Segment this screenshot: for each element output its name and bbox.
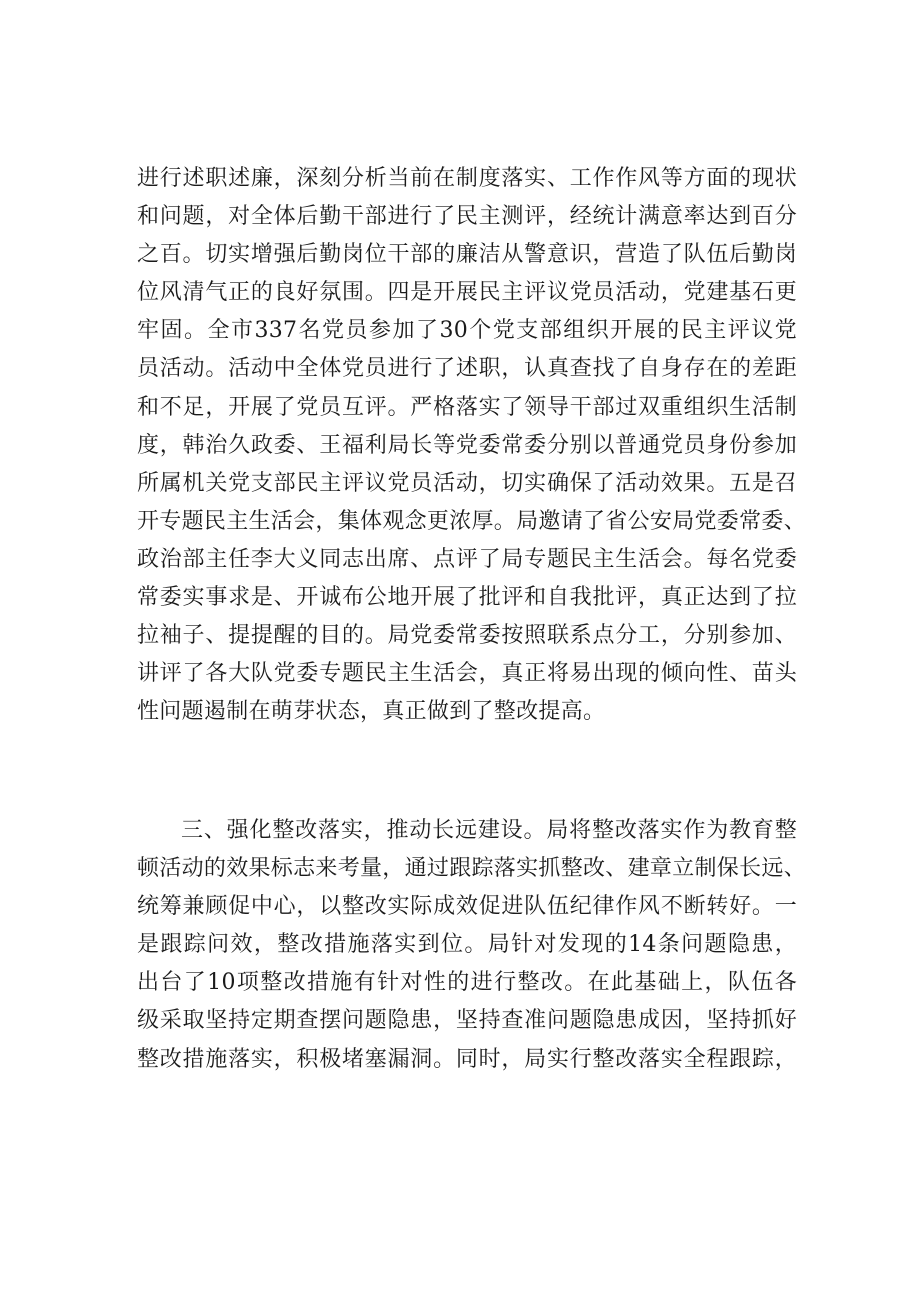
- text-line: 级采取坚持定期查摆问题隐患，坚持查准问题隐患成因，坚持抓好: [137, 1008, 797, 1034]
- text-line: 讲评了各大队党委专题民主生活会，真正将易出现的倾向性、苗头: [137, 661, 797, 687]
- text-line: 所属机关党支部民主评议党员活动，切实确保了活动效果。五是召: [137, 470, 797, 496]
- text-line: 统筹兼顾促中心，以整改实际成效促进队伍纪律作风不断转好。一: [137, 894, 797, 920]
- text-line: 进行述职述廉，深刻分析当前在制度落实、工作作风等方面的现状: [137, 166, 797, 191]
- text-line: 开专题民主生活会，集体观念更浓厚。局邀请了省公安局党委常委、: [137, 508, 807, 534]
- text-line: 和问题，对全体后勤干部进行了民主测评，经统计满意率达到百分: [137, 204, 797, 230]
- text-line: 整改措施落实，积极堵塞漏洞。同时，局实行整改落实全程跟踪，: [137, 1046, 797, 1072]
- text-line: 出台了10项整改措施有针对性的进行整改。在此基础上，队伍各: [137, 970, 797, 996]
- text-line: 之百。切实增强后勤岗位干部的廉洁从警意识，营造了队伍后勤岗: [137, 242, 797, 268]
- text-line: 政治部主任李大义同志出席、点评了局专题民主生活会。每名党委: [137, 546, 797, 572]
- text-line: 拉袖子、提提醒的目的。局党委常委按照联系点分工，分别参加、: [137, 623, 797, 649]
- paragraph-1: [137, 160, 807, 731]
- text-line: 顿活动的效果标志来考量，通过跟踪落实抓整改、建章立制保长远、: [137, 856, 807, 882]
- text-line: 是跟踪问效，整改措施落实到位。局针对发现的14条问题隐患，: [137, 932, 797, 958]
- text-line: 员活动。活动中全体党员进行了述职，认真查找了自身存在的差距: [137, 356, 797, 382]
- paragraph-2: [137, 812, 807, 1079]
- text-line: 常委实事求是、开诚布公地开展了批评和自我批评，真正达到了拉: [137, 585, 797, 611]
- text-line: 牢固。全市337名党员参加了30个党支部组织开展的民主评议党: [137, 318, 797, 344]
- text-line: 度，韩治久政委、王福利局长等党委常委分别以普通党员身份参加: [137, 432, 797, 458]
- text-line: 和不足，开展了党员互评。严格落实了领导干部过双重组织生活制: [137, 394, 797, 420]
- text-line: 位风清气正的良好氛围。四是开展民主评议党员活动，党建基石更: [137, 280, 797, 306]
- text-line: 性问题遏制在萌芽状态，真正做到了整改提高。: [137, 699, 606, 725]
- text-line: 三、强化整改落实，推动长远建设。局将整改落实作为教育整: [181, 818, 797, 843]
